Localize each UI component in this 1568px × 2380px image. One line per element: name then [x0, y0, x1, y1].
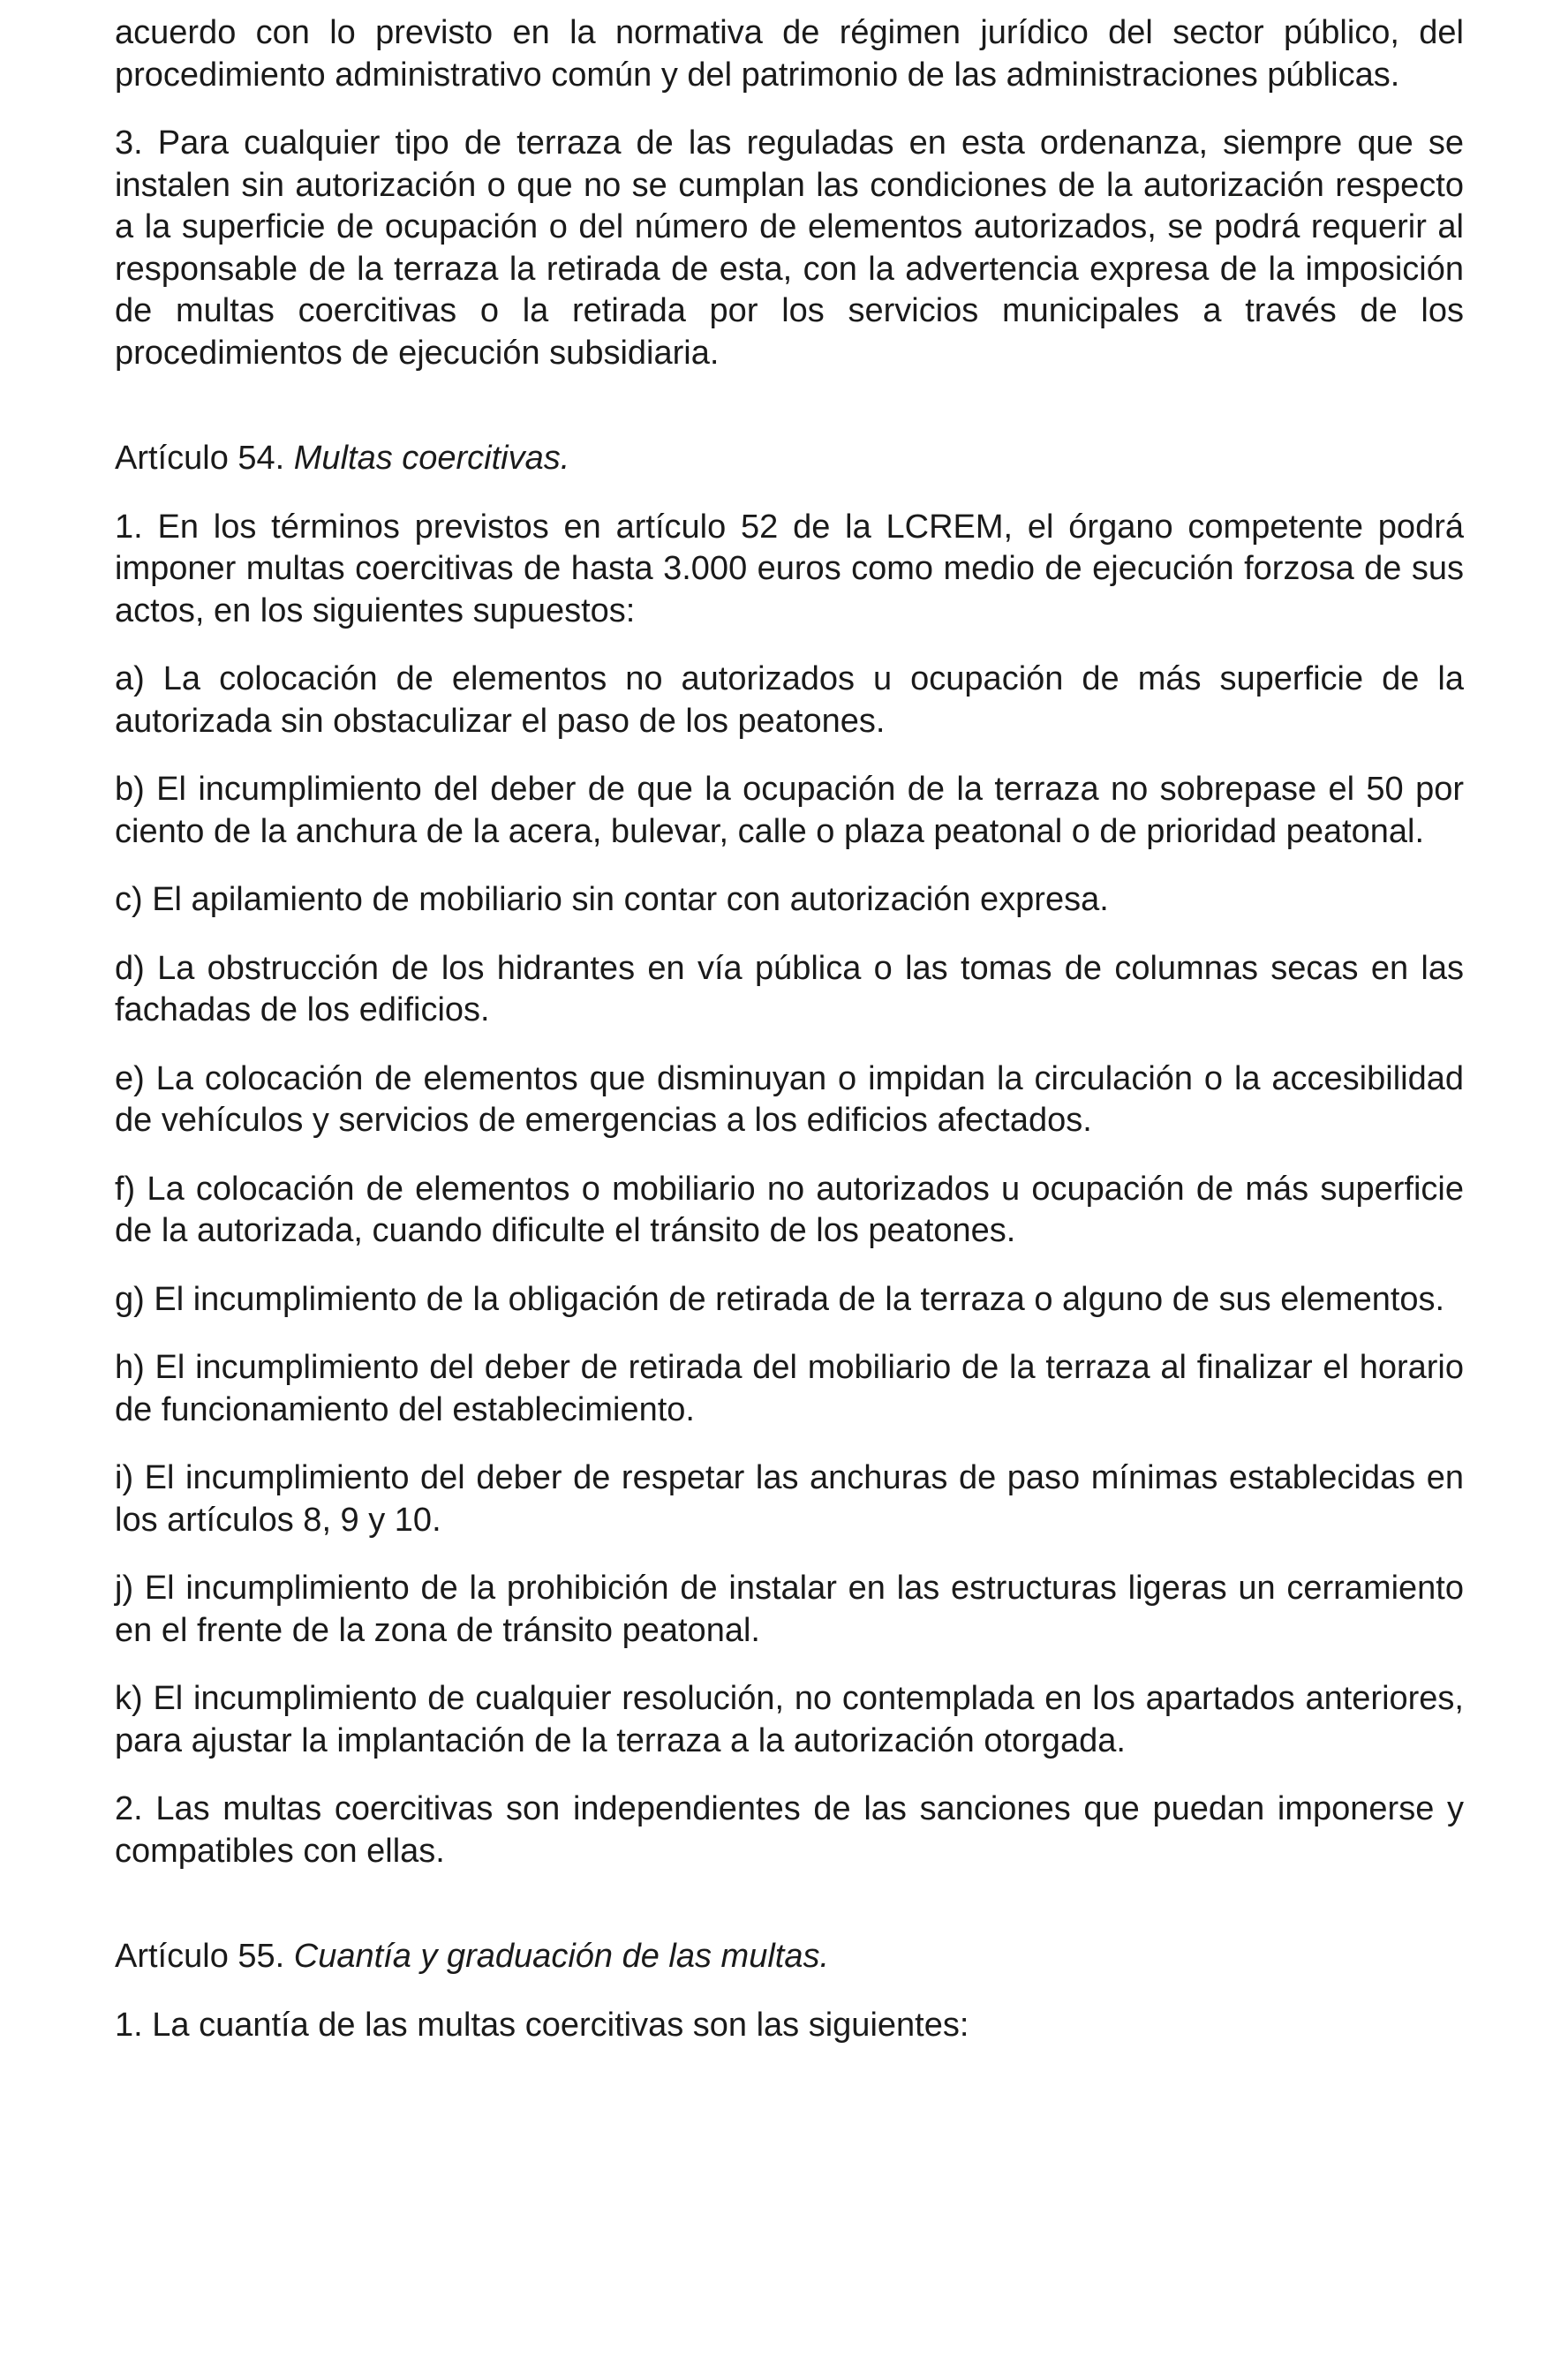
list-item-e: e) La colocación de elementos que disminuyan o impidan la circulación o la accesibilidad de vehículos y servicios de emergencias a los edificios afectados. — [115, 1059, 1464, 1139]
article-55-heading — [115, 1899, 1464, 1978]
article-55-number: Artículo 55. — [115, 1938, 285, 1975]
document-page — [115, 12, 1464, 2073]
list-item-k: k) El incumplimiento de cualquier resolución, no contemplada en los apartados anteriores, para ajustar la implantación de la terraza a la autorización otorgada. — [115, 1680, 1464, 1759]
article-54-paragraph-2: 2. Las multas coercitivas son independientes de las sanciones que puedan imponerse y compatibles con ellas. — [115, 1790, 1464, 1870]
list-item-c: c) El apilamiento de mobiliario sin contar con autorización expresa. — [115, 881, 1109, 918]
paragraph-intro-continuation: acuerdo con lo previsto en la normativa de régimen jurídico del sector público, del procedimiento administrativo común y del patrimonio de las administraciones públicas. — [115, 14, 1464, 94]
list-item-a: a) La colocación de elementos no autorizados u ocupación de más superficie de la autorizada sin obstaculizar el paso de los peatones. — [115, 660, 1464, 740]
article-54-heading — [115, 401, 1464, 480]
list-item-i: i) El incumplimiento del deber de respetar las anchuras de paso mínimas establecidas en los artículos 8, 9 y 10. — [115, 1459, 1464, 1539]
list-item-f: f) La colocación de elementos o mobiliario no autorizados u ocupación de más superficie de la autorizada, cuando dificulte el tránsito de los peatones. — [115, 1170, 1464, 1249]
paragraph-section-3: 3. Para cualquier tipo de terraza de las reguladas en esta ordenanza, siempre que se instalen sin autorización o que no se cumplan las condiciones de la autorización respecto a la superficie de ocupación o del número de elementos autorizados, se podrá requerir al responsable de la terraza la retirada de esta, con la advertencia expresa de la imposición de multas coercitivas o la retirada por los servicios municipales a través de los procedimientos de ejecución subsidiaria. — [115, 124, 1464, 372]
article-55-title: Cuantía y graduación de las multas. — [293, 1938, 830, 1975]
article-54-paragraph-1: 1. En los términos previstos en artículo 52 de la LCREM, el órgano competente podrá imponer multas coercitivas de hasta 3.000 euros como medio de ejecución forzosa de sus actos, en los siguientes supuestos: — [115, 508, 1464, 629]
article-55-paragraph-1: 1. La cuantía de las multas coercitivas son las siguientes: — [115, 2006, 969, 2044]
list-item-b: b) El incumplimiento del deber de que la ocupación de la terraza no sobrepase el 50 por ciento de la anchura de la acera, bulevar, calle o plaza peatonal o de prioridad peatonal. — [115, 771, 1464, 850]
list-item-j: j) El incumplimiento de la prohibición de instalar en las estructuras ligeras un cerramiento en el frente de la zona de tránsito peatonal. — [115, 1570, 1464, 1649]
article-54-title: Multas coercitivas. — [293, 440, 570, 477]
article-54-number: Artículo 54. — [115, 440, 285, 477]
list-item-d: d) La obstrucción de los hidrantes en vía pública o las tomas de columnas secas en las fachadas de los edificios. — [115, 949, 1464, 1028]
list-item-h: h) El incumplimiento del deber de retirada del mobiliario de la terraza al finalizar el horario de funcionamiento del establecimiento. — [115, 1349, 1464, 1428]
list-item-g: g) El incumplimiento de la obligación de retirada de la terraza o alguno de sus elementos. — [115, 1280, 1445, 1318]
